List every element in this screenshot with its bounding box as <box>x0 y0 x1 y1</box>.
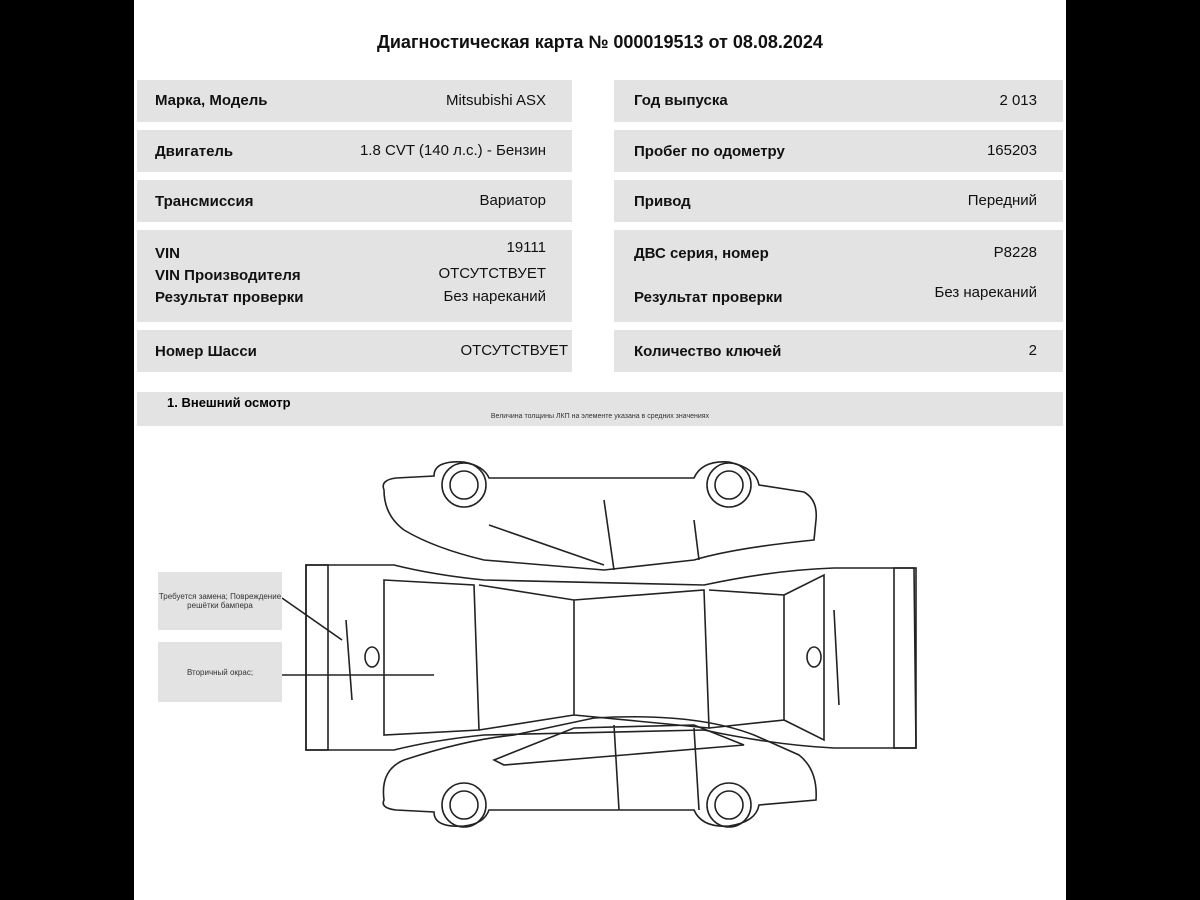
field-value: Вариатор <box>479 192 546 209</box>
field-label: ДВС серия, номер <box>634 245 769 262</box>
diagnostic-card-page <box>134 0 1066 900</box>
section-subtitle: Величина толщины ЛКП на элементе указана в средних значениях <box>490 413 710 420</box>
field-label: Привод <box>634 193 691 210</box>
car-side-bottom <box>383 717 816 827</box>
callout-text: Требуется замена; Повреждение решётки бампера <box>158 592 282 610</box>
page-title: Диагностическая карта № 000019513 от 08.08.2024 <box>377 32 823 52</box>
field-label: Результат проверки <box>155 289 304 306</box>
field-label: Двигатель <box>155 143 234 160</box>
callout-text: Вторичный окрас; <box>186 667 254 677</box>
callout-repaint <box>158 642 282 702</box>
field-value: 19111 <box>506 239 546 256</box>
car-diagram <box>134 0 1066 900</box>
car-top-view <box>306 565 916 750</box>
field-value: 2 <box>1028 342 1037 359</box>
field-value: 1.8 CVT (140 л.с.) - Бензин <box>359 142 546 159</box>
field-value: Без нареканий <box>443 288 546 305</box>
field-label: Количество ключей <box>634 343 782 360</box>
section-title: 1. Внешний осмотр <box>167 395 291 410</box>
field-value: 165203 <box>986 142 1037 159</box>
car-side-top <box>383 462 816 570</box>
field-label: VIN <box>155 245 181 262</box>
field-label: Пробег по одометру <box>634 143 785 160</box>
field-label: Марка, Модель <box>155 92 268 109</box>
field-label: Номер Шасси <box>155 343 257 360</box>
field-label: Результат проверки <box>634 289 783 306</box>
field-label: VIN Производителя <box>155 267 301 284</box>
field-value: Передний <box>967 192 1037 209</box>
field-value: Без нареканий <box>934 284 1037 301</box>
callout-grille-damage <box>158 572 282 630</box>
field-value: P8228 <box>993 244 1037 261</box>
callout-line-grille <box>282 598 342 640</box>
field-value: Mitsubishi ASX <box>445 92 546 109</box>
field-value: 2 013 <box>999 92 1037 109</box>
field-value: ОТСУТСТВУЕТ <box>438 265 546 282</box>
field-label: Год выпуска <box>634 92 728 109</box>
field-label: Трансмиссия <box>155 193 254 210</box>
field-value: ОТСУТСТВУЕТ <box>460 342 568 359</box>
